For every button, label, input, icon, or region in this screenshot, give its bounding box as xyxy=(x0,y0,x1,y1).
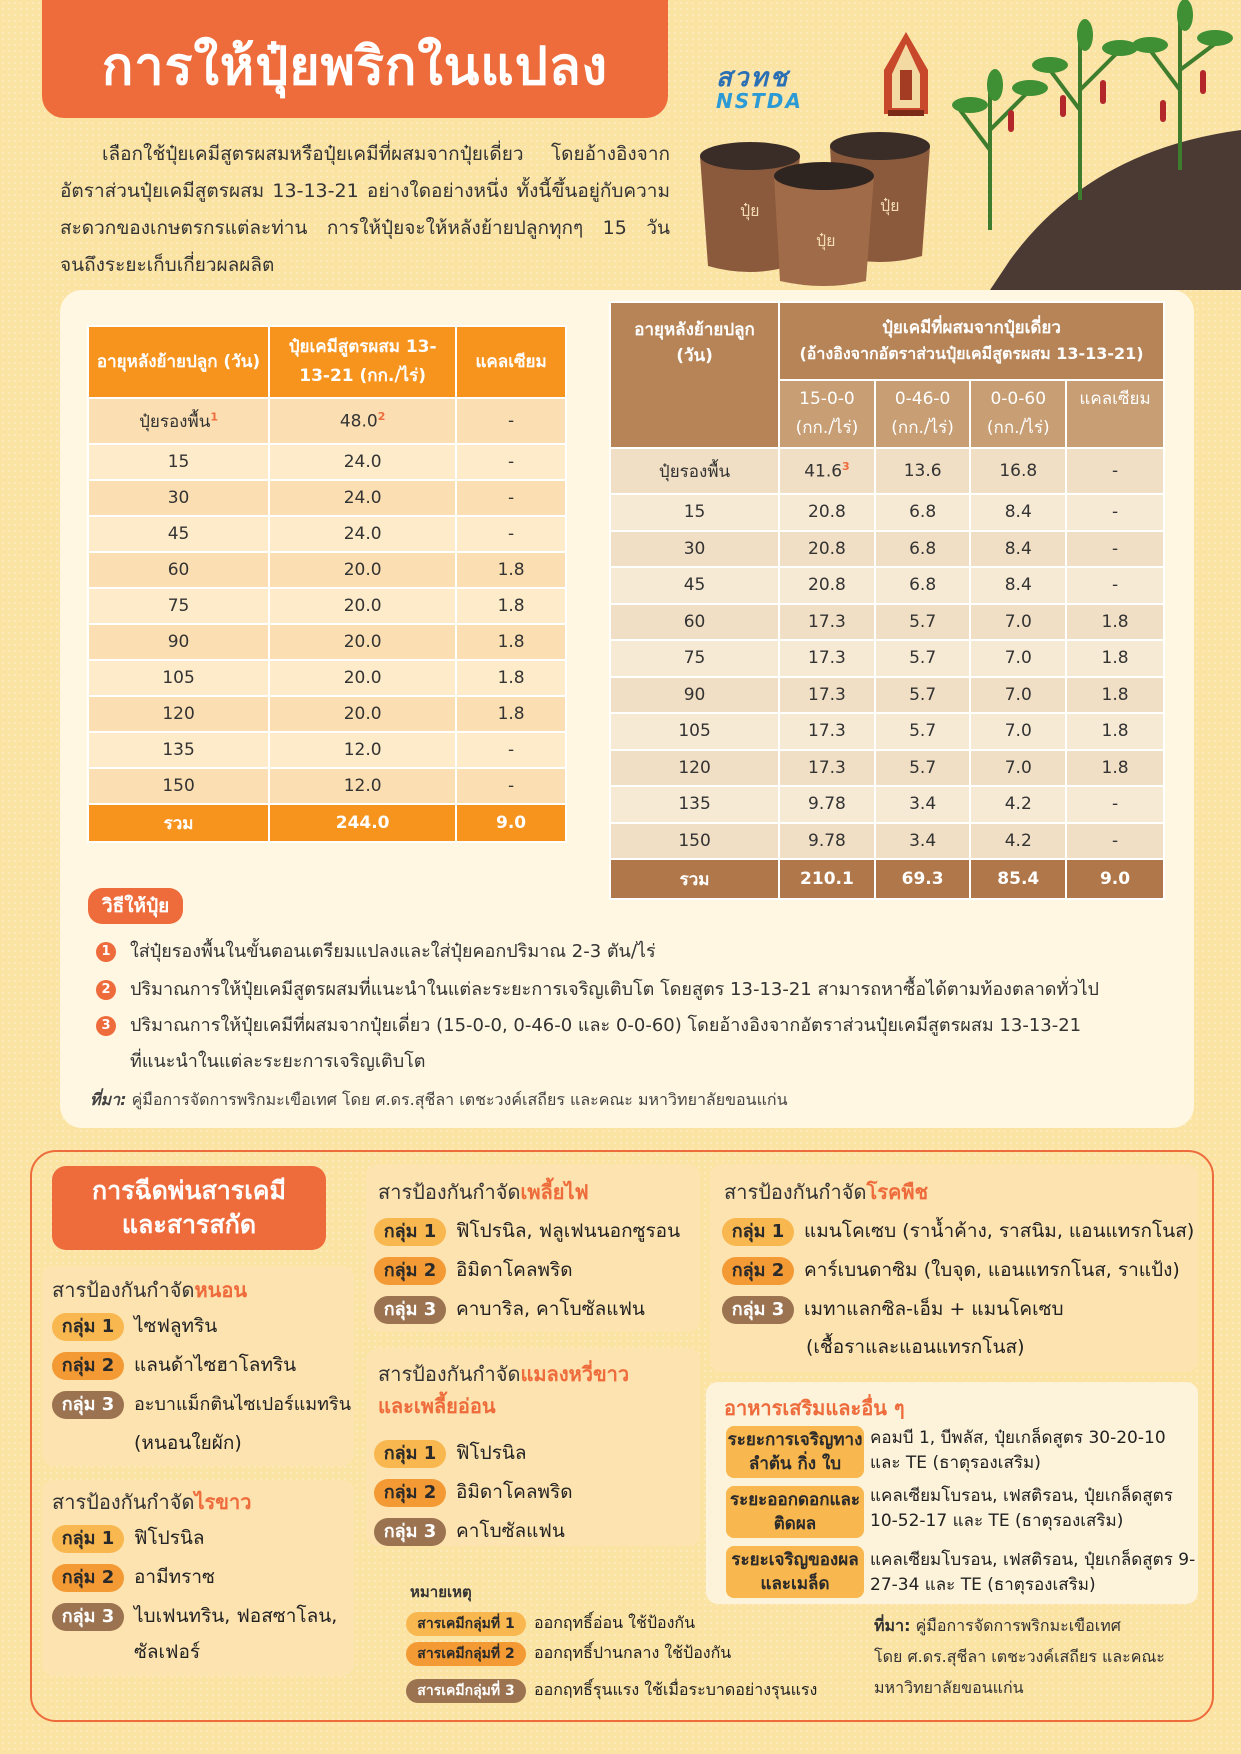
table-row: 105 17.3 5.7 7.0 1.8 xyxy=(610,713,1164,750)
table-row: 90 17.3 5.7 7.0 1.8 xyxy=(610,677,1164,714)
stage-text: แคลเซียมโบรอน, เฟสติรอน, ปุ๋ยเกล็ดสูตร 9-27-34 และ TE (ธาตุรองเสริม) xyxy=(870,1550,1196,1595)
supplements-title: อาหารเสริมและอื่น ๆ xyxy=(724,1396,905,1420)
table-row: 15 20.8 6.8 8.4 - xyxy=(610,494,1164,531)
nstda-logo: สวทช NSTDA xyxy=(716,63,803,113)
table-row: 60 17.3 5.7 7.0 1.8 xyxy=(610,604,1164,641)
table-row: 105 20.0 1.8 xyxy=(88,660,566,696)
group-pill: กลุ่ม 3 xyxy=(722,1296,794,1324)
sack-label: ปุ๋ย xyxy=(740,201,760,220)
number-badge: 1 xyxy=(96,942,116,962)
table-row: 150 9.78 3.4 4.2 - xyxy=(610,823,1164,860)
table-row: 90 20.0 1.8 xyxy=(88,624,566,660)
note-marker: 2 xyxy=(377,410,386,424)
list-item: กลุ่ม 3 ไบเฟนทริน, ฟอสซาโลน, xyxy=(52,1597,337,1635)
stage-label: ระยะเจริญของผลและเมล็ด xyxy=(726,1546,864,1598)
card-title: สารป้องกันกำจัดหนอน xyxy=(52,1278,248,1302)
how-item-continuation: ที่แนะนำในแต่ละระยะการเจริญเติบโต xyxy=(130,1051,426,1072)
how-to-badge: วิธีให้ปุ๋ย xyxy=(88,888,183,924)
group-pill: กลุ่ม 1 xyxy=(52,1313,124,1341)
group-pill: กลุ่ม 1 xyxy=(374,1440,446,1468)
note-marker: 1 xyxy=(210,409,218,423)
list-item: กลุ่ม 3 อะบาแม็กตินไซเปอร์แมทริน xyxy=(52,1385,351,1424)
table-header: แคลเซียม xyxy=(456,326,566,398)
compound-fertilizer-table xyxy=(87,325,567,843)
table-row: 150 12.0 - xyxy=(88,768,566,804)
stage-text: คอมบี 1, บีพลัส, ปุ๋ยเกล็ดสูตร 30-20-10 และ TE (ธาตุรองเสริม) xyxy=(870,1428,1166,1473)
table-header: อายุหลังย้ายปลูก (วัน) xyxy=(610,302,779,448)
table-row: 120 17.3 5.7 7.0 1.8 xyxy=(610,750,1164,787)
table-row: 60 20.0 1.8 xyxy=(88,552,566,588)
card-title: สารป้องกันกำจัดแมลงหวี่ขาว xyxy=(378,1362,630,1386)
group-pill: กลุ่ม 2 xyxy=(374,1479,446,1507)
legend-tag: สารเคมีกลุ่มที่ 1 xyxy=(406,1612,526,1636)
list-item-continuation: ซัลเฟอร์ xyxy=(134,1641,201,1663)
group-pill: กลุ่ม 2 xyxy=(52,1352,124,1380)
group-pill: กลุ่ม 1 xyxy=(52,1525,124,1553)
table-row: 30 20.8 6.8 8.4 - xyxy=(610,531,1164,568)
table-header: ปุ๋ยเคมีสูตรผสม 13-13-21 (กก./ไร่) xyxy=(269,326,456,398)
single-fertilizer-table xyxy=(609,301,1165,900)
group-pill: กลุ่ม 1 xyxy=(722,1218,794,1246)
group-pill: กลุ่ม 2 xyxy=(52,1564,124,1592)
group-pill: กลุ่ม 3 xyxy=(374,1296,446,1324)
stage-text: แคลเซียมโบรอน, เฟสติรอน, ปุ๋ยเกล็ดสูตร 10-52-17 และ TE (ธาตุรองเสริม) xyxy=(870,1486,1173,1531)
group-pill: กลุ่ม 3 xyxy=(52,1391,124,1419)
table-header: อายุหลังย้ายปลูก (วัน) xyxy=(88,326,269,398)
table-row: ปุ๋ยรองพื้น 41.6$^3$ 13.6 16.8 - xyxy=(610,448,1164,494)
stage-label: ระยะการเจริญทางลำต้น กิ่ง ใบ xyxy=(726,1426,864,1478)
table-total-row: รวม 210.1 69.3 85.4 9.0 xyxy=(610,859,1164,899)
card-title: สารป้องกันกำจัดเพลี้ยไฟ xyxy=(378,1180,589,1204)
table-subheader: 0-46-0 (กก./ไร่) xyxy=(875,380,971,448)
university-seal-icon xyxy=(876,30,936,120)
table-row: 45 24.0 - xyxy=(88,516,566,552)
group-pill: กลุ่ม 2 xyxy=(374,1257,446,1285)
legend-tag: สารเคมีกลุ่มที่ 2 xyxy=(406,1642,526,1666)
list-item: กลุ่ม 1 ฟิโปรนิล, ฟลูเฟนนอกซูรอน xyxy=(374,1212,680,1250)
list-item: กลุ่ม 3 คาโบซัลแฟน xyxy=(374,1512,565,1550)
list-item: กลุ่ม 1 แมนโคเซบ (ราน้ำค้าง, ราสนิม, แอนแทรกโนส) xyxy=(722,1212,1194,1250)
list-item: กลุ่ม 3 เมทาแลกซิล-เอ็ม + แมนโคเซบ xyxy=(722,1290,1064,1328)
list-item-continuation: (หนอนใยผัก) xyxy=(134,1432,242,1454)
fertilizer-sacks-illustration xyxy=(690,116,940,286)
list-item: กลุ่ม 2 แลนด้าไซฮาโลทริน xyxy=(52,1346,296,1384)
legend-item: สารเคมีกลุ่มที่ 3 ออกฤทธิ์รุนแรง ใช้เมื่อระบาดอย่างรุนแรง xyxy=(406,1678,817,1703)
card-title-line2: และเพลี้ยอ่อน xyxy=(378,1394,496,1418)
note-marker: 3 xyxy=(842,460,850,474)
how-item: 3 ปริมาณการให้ปุ๋ยเคมีที่ผสมจากปุ๋ยเดี่ยว (15-0-0, 0-46-0 และ 0-0-60) โดยอ้างอิงจากอัตราส่วนปุ๋ยเคมีสูตรผสม 13-13-21 xyxy=(96,1008,1081,1044)
table-row: 45 20.8 6.8 8.4 - xyxy=(610,567,1164,604)
group-pill: กลุ่ม 2 xyxy=(722,1257,794,1285)
number-badge: 2 xyxy=(96,980,116,1000)
legend-tag: สารเคมีกลุ่มที่ 3 xyxy=(406,1679,526,1703)
sack-label: ปุ๋ย xyxy=(816,231,836,250)
spray-section-title: การฉีดพ่นสารเคมี และสารสกัด xyxy=(52,1166,326,1250)
list-item-continuation: (เชื้อราและแอนแทรกโนส) xyxy=(806,1336,1025,1358)
table-subheader: 15-0-0 (กก./ไร่) xyxy=(779,380,875,448)
list-item: กลุ่ม 3 คาบาริล, คาโบซัลแฟน xyxy=(374,1290,645,1328)
intro-paragraph: เลือกใช้ปุ๋ยเคมีสูตรผสมหรือปุ๋ยเคมีที่ผสมจากปุ๋ยเดี่ยว โดยอ้างอิงจากอัตราส่วนปุ๋ยเคมีสูตรผสม 13-13-21 อย่างใดอย่างหนึ่ง ทั้งนี้ขึ้นอยู่กับความสะดวกของเกษตรกรแต่ละท่าน การให้ปุ๋ยจะให้หลังย้ายปลูกทุกๆ 15 วัน จนถึงระยะเก็บเกี่ยวผลผลิต xyxy=(60,143,670,276)
list-item: กลุ่ม 2 อามีทราซ xyxy=(52,1558,215,1596)
chili-plant-illustration xyxy=(950,0,1241,290)
table-row: 135 9.78 3.4 4.2 - xyxy=(610,786,1164,823)
stage-label: ระยะออกดอกและติดผล xyxy=(726,1486,864,1538)
sack-label: ปุ๋ย xyxy=(880,196,900,215)
table-subheader: 0-0-60 (กก./ไร่) xyxy=(970,380,1066,448)
list-item: กลุ่ม 2 อิมิดาโคลพริด xyxy=(374,1473,573,1511)
list-item: กลุ่ม 2 อิมิดาโคลพริด xyxy=(374,1251,573,1289)
table-row: ปุ๋ยรองพื้น$^1$ 48.0$^2$ - xyxy=(88,398,566,444)
card-title: สารป้องกันกำจัดไรขาว xyxy=(52,1490,252,1514)
list-item: กลุ่ม 1 ไซฟลูทริน xyxy=(52,1307,217,1345)
table-row: 15 24.0 - xyxy=(88,444,566,480)
source-note-2: ที่มา: คู่มือการจัดการพริกมะเขือเทศ โดย ศ.ดร.สุชีลา เตชะวงค์เสถียร และคณะ มหาวิทยาลัยขอนแก่น xyxy=(874,1616,1165,1697)
table-subheader: แคลเซียม xyxy=(1066,380,1164,448)
source-note: ที่มา: คู่มือการจัดการพริกมะเขือเทศ โดย ศ.ดร.สุชีลา เตชะวงค์เสถียร และคณะ มหาวิทยาลัยขอนแก่น xyxy=(90,1090,788,1109)
list-item: กลุ่ม 1 ฟิโปรนิล xyxy=(52,1519,205,1557)
number-badge: 3 xyxy=(96,1016,116,1036)
table-total-row: รวม 244.0 9.0 xyxy=(88,804,566,842)
table-row: 120 20.0 1.8 xyxy=(88,696,566,732)
legend-item: สารเคมีกลุ่มที่ 1 ออกฤทธิ์อ่อน ใช้ป้องกัน xyxy=(406,1611,695,1636)
table-row: 30 24.0 - xyxy=(88,480,566,516)
table-header-group: ปุ๋ยเคมีที่ผสมจากปุ๋ยเดี่ยว (อ้างอิงจากอัตราส่วนปุ๋ยเคมีสูตรผสม 13-13-21) xyxy=(779,302,1164,380)
legend-item: สารเคมีกลุ่มที่ 2 ออกฤทธิ์ปานกลาง ใช้ป้องกัน xyxy=(406,1641,731,1666)
group-pill: กลุ่ม 1 xyxy=(374,1218,446,1246)
list-item: กลุ่ม 1 ฟิโปรนิล xyxy=(374,1434,527,1472)
how-item: 2 ปริมาณการให้ปุ๋ยเคมีสูตรผสมที่แนะนำในแต่ละระยะการเจริญเติบโต โดยสูตร 13-13-21 สามารถหาซื้อได้ตามท้องตลาดทั่วไป xyxy=(96,972,1099,1008)
list-item: กลุ่ม 2 คาร์เบนดาซิม (ใบจุด, แอนแทรกโนส, ราแป้ง) xyxy=(722,1251,1180,1289)
table-row: 75 20.0 1.8 xyxy=(88,588,566,624)
group-pill: กลุ่ม 3 xyxy=(374,1518,446,1546)
legend-title: หมายเหตุ xyxy=(410,1583,472,1601)
card-title: สารป้องกันกำจัดโรคพืช xyxy=(724,1180,929,1204)
how-item: 1 ใส่ปุ๋ยรองพื้นในขั้นตอนเตรียมแปลงและใส่ปุ๋ยคอกปริมาณ 2-3 ตัน/ไร่ xyxy=(96,934,656,970)
table-row: 75 17.3 5.7 7.0 1.8 xyxy=(610,640,1164,677)
page-title: การให้ปุ๋ยพริกในแปลง xyxy=(101,37,609,97)
table-row: 135 12.0 - xyxy=(88,732,566,768)
group-pill: กลุ่ม 3 xyxy=(52,1603,124,1631)
